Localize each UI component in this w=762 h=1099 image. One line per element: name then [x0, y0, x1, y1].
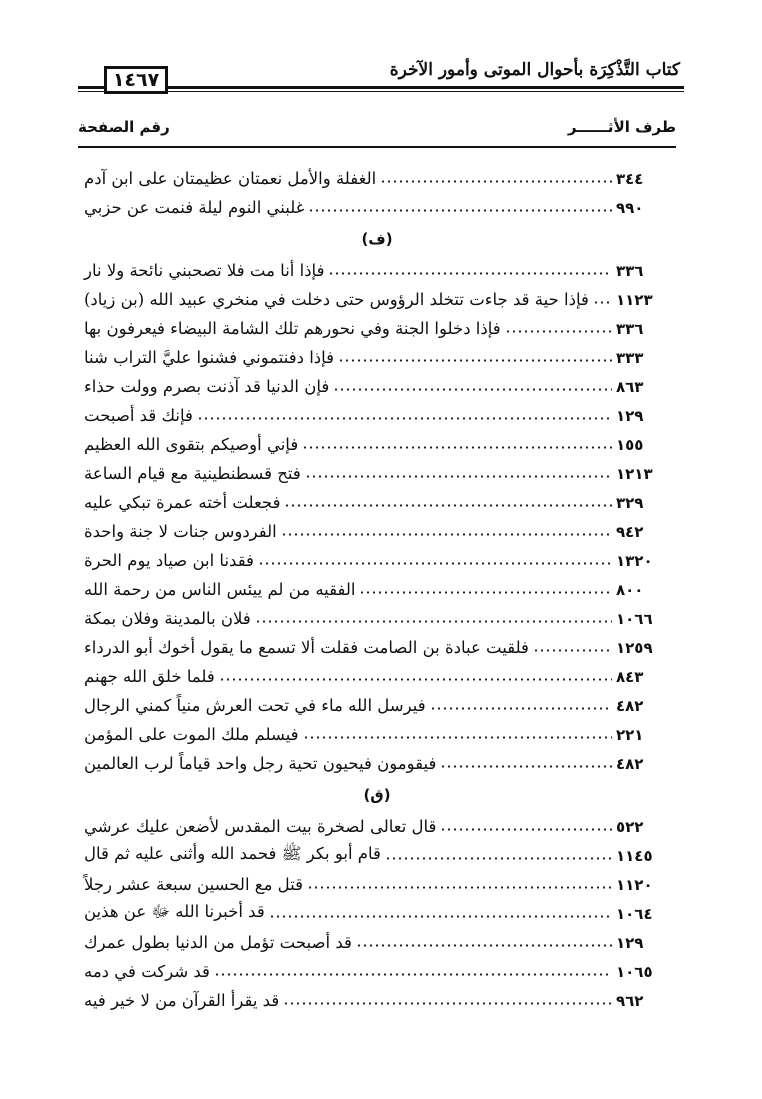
dot-leader — [258, 562, 612, 565]
dot-leader — [533, 649, 612, 652]
entry-text: قتل مع الحسين سبعة عشر رجلاً — [84, 875, 304, 894]
dot-leader — [214, 973, 612, 976]
index-entry — [78, 928, 676, 957]
index-entry — [78, 314, 676, 343]
column-headers — [78, 118, 676, 146]
entry-page-number: ١١٢٠ — [616, 875, 653, 894]
index-entry — [78, 841, 676, 870]
index-entry — [78, 720, 676, 749]
entry-page-number: ٩٤٢ — [616, 522, 644, 541]
entry-page-number: ١٣٢٠ — [616, 551, 653, 570]
dot-leader — [303, 736, 612, 739]
index-entry — [78, 957, 676, 986]
dot-leader — [440, 765, 612, 768]
dot-leader — [338, 359, 612, 362]
index-entry — [78, 812, 676, 841]
index-entries — [78, 164, 676, 1015]
dot-leader — [305, 475, 612, 478]
entry-page-number: ١٠٦٦ — [616, 609, 653, 628]
index-entry — [78, 546, 676, 575]
column-header-hadith: طرف الأثــــــر — [567, 118, 676, 136]
entry-text: فإني أوصيكم بتقوى الله العظيم — [84, 435, 299, 454]
index-entry — [78, 604, 676, 633]
index-entry — [78, 459, 676, 488]
dot-leader — [302, 446, 612, 449]
entry-text: فيسلم ملك الموت على المؤمن — [84, 725, 299, 744]
index-entry — [78, 488, 676, 517]
entry-text: فيرسل الله ماء في تحت العرش منياً كمني الرجال — [84, 696, 426, 715]
entry-text: فإذا حية قد جاءت تتخلد الرؤوس حتى دخلت في منخري عبيد الله (بن زياد) — [84, 290, 589, 309]
header-rule — [168, 91, 684, 92]
section-heading: (ق) — [363, 786, 391, 804]
entry-text: فلان بالمدينة وفلان بمكة — [84, 609, 251, 628]
dot-leader — [284, 504, 612, 507]
entry-text: قد أصبحت تؤمل من الدنيا بطول عمرك — [84, 933, 352, 952]
entry-page-number: ٢٢١ — [616, 725, 644, 744]
dot-leader — [505, 330, 612, 333]
entry-text: الغفلة والأمل نعمتان عظيمتان على ابن آدم — [84, 169, 377, 188]
entry-page-number: ١٢٩ — [616, 406, 644, 425]
entry-text: قال تعالى لصخرة بيت المقدس لأضعن عليك عرشي — [84, 817, 437, 836]
entry-page-number: ٤٨٢ — [616, 696, 644, 715]
entry-page-number: ٣٣٦ — [616, 319, 644, 338]
entry-text: الفردوس جنات لا جنة واحدة — [84, 522, 277, 541]
entry-page-number: ١٥٥ — [616, 435, 644, 454]
column-header-rule — [78, 146, 676, 148]
entry-text: فلما خلق الله جهنم — [84, 667, 215, 686]
book-title: كتاب التَّذْكِرَة بأحوال الموتى وأمور الآخرة — [389, 60, 680, 80]
entry-page-number: ١١٢٣ — [616, 290, 653, 309]
entry-text: غلبني النوم ليلة فنمت عن حزبي — [84, 198, 305, 217]
dot-leader — [430, 707, 612, 710]
index-entry — [78, 986, 676, 1015]
entry-page-number: ١٢١٣ — [616, 464, 653, 483]
dot-leader — [359, 591, 612, 594]
entry-page-number: ٤٨٢ — [616, 754, 644, 773]
index-entry — [78, 401, 676, 430]
entry-text: فيقومون فيحيون تحية رجل واحد قياماً لرب العالمين — [84, 754, 437, 773]
dot-leader — [269, 915, 612, 918]
dot-leader — [385, 857, 612, 860]
index-entry — [78, 343, 676, 372]
entry-page-number: ٨٤٣ — [616, 667, 644, 686]
entry-text: فإذا دخلوا الجنة وفي نحورهم تلك الشامة البيضاء فيعرفون بها — [84, 319, 501, 338]
index-entry — [78, 870, 676, 899]
entry-page-number: ٩٦٢ — [616, 991, 644, 1010]
dot-leader — [356, 944, 612, 947]
entry-page-number: ٨٠٠ — [616, 580, 644, 599]
index-entry — [78, 749, 676, 778]
dot-leader — [307, 886, 612, 889]
entry-page-number: ١٠٦٥ — [616, 962, 653, 981]
dot-leader — [281, 533, 612, 536]
index-entry — [78, 899, 676, 928]
entry-text: فإذا دفنتموني فشنوا عليَّ التراب شنا — [84, 348, 335, 367]
index-entry — [78, 691, 676, 720]
header-rule — [78, 86, 104, 89]
index-entry — [78, 164, 676, 193]
entry-page-number: ٣٣٣ — [616, 348, 644, 367]
entry-page-number: ١٠٦٤ — [616, 904, 653, 923]
dot-leader — [255, 620, 612, 623]
header-rule — [168, 86, 684, 89]
index-entry — [78, 256, 676, 285]
index-entry — [78, 193, 676, 222]
index-entry — [78, 575, 676, 604]
entry-page-number: ٩٩٠ — [616, 198, 644, 217]
entry-text: قد أخبرنا الله ﷻ عن هذين — [84, 901, 265, 921]
dot-leader — [283, 1002, 612, 1005]
entry-text: قد يقرأ القرآن من لا خير فيه — [84, 991, 280, 1010]
dot-leader — [440, 828, 612, 831]
index-entry — [78, 633, 676, 662]
index-entry — [78, 430, 676, 459]
dot-leader — [380, 180, 612, 183]
index-entry — [78, 662, 676, 691]
entry-text: قد شركت في دمه — [84, 962, 210, 981]
entry-page-number: ٨٦٣ — [616, 377, 644, 396]
dot-leader — [593, 301, 612, 304]
dot-leader — [197, 417, 612, 420]
entry-page-number: ٣٣٦ — [616, 261, 644, 280]
dot-leader — [333, 388, 612, 391]
entry-text: فإنك قد أصبحت — [84, 406, 193, 425]
column-header-page: رقم الصفحة — [78, 118, 170, 136]
entry-text: فجعلت أخته عمرة تبكي عليه — [84, 493, 281, 512]
entry-text: فقدنا ابن صياد يوم الحرة — [84, 551, 254, 570]
index-entry — [78, 372, 676, 401]
entry-page-number: ١٢٥٩ — [616, 638, 653, 657]
entry-text: فإذا أنا مت فلا تصحبني نائحة ولا نار — [84, 261, 325, 280]
dot-leader — [328, 272, 612, 275]
entry-page-number: ١٢٩ — [616, 933, 644, 952]
header-rule — [78, 91, 104, 92]
entry-text: قام أبو بكر ﷺ فحمد الله وأثنى عليه ثم قال — [84, 843, 381, 863]
entry-text: فإن الدنيا قد آذنت بصرم وولت حذاء — [84, 377, 330, 396]
entry-page-number: ٣٤٤ — [616, 169, 644, 188]
entry-text: فتح قسطنطينية مع قيام الساعة — [84, 464, 301, 483]
entry-page-number: ٣٢٩ — [616, 493, 644, 512]
dot-leader — [219, 678, 612, 681]
index-entry — [78, 285, 676, 314]
entry-text: فلقيت عبادة بن الصامت فقلت ألا تسمع ما يقول أخوك أبو الدرداء — [84, 638, 529, 657]
index-entry — [78, 517, 676, 546]
section-heading: (ف) — [361, 230, 393, 248]
page-number: ١٤٦٧ — [104, 66, 168, 94]
page-header — [0, 0, 762, 100]
entry-page-number: ١١٤٥ — [616, 846, 653, 865]
entry-text: الفقيه من لم ييئس الناس من رحمة الله — [84, 580, 356, 599]
entry-page-number: ٥٢٢ — [616, 817, 644, 836]
dot-leader — [308, 209, 612, 212]
